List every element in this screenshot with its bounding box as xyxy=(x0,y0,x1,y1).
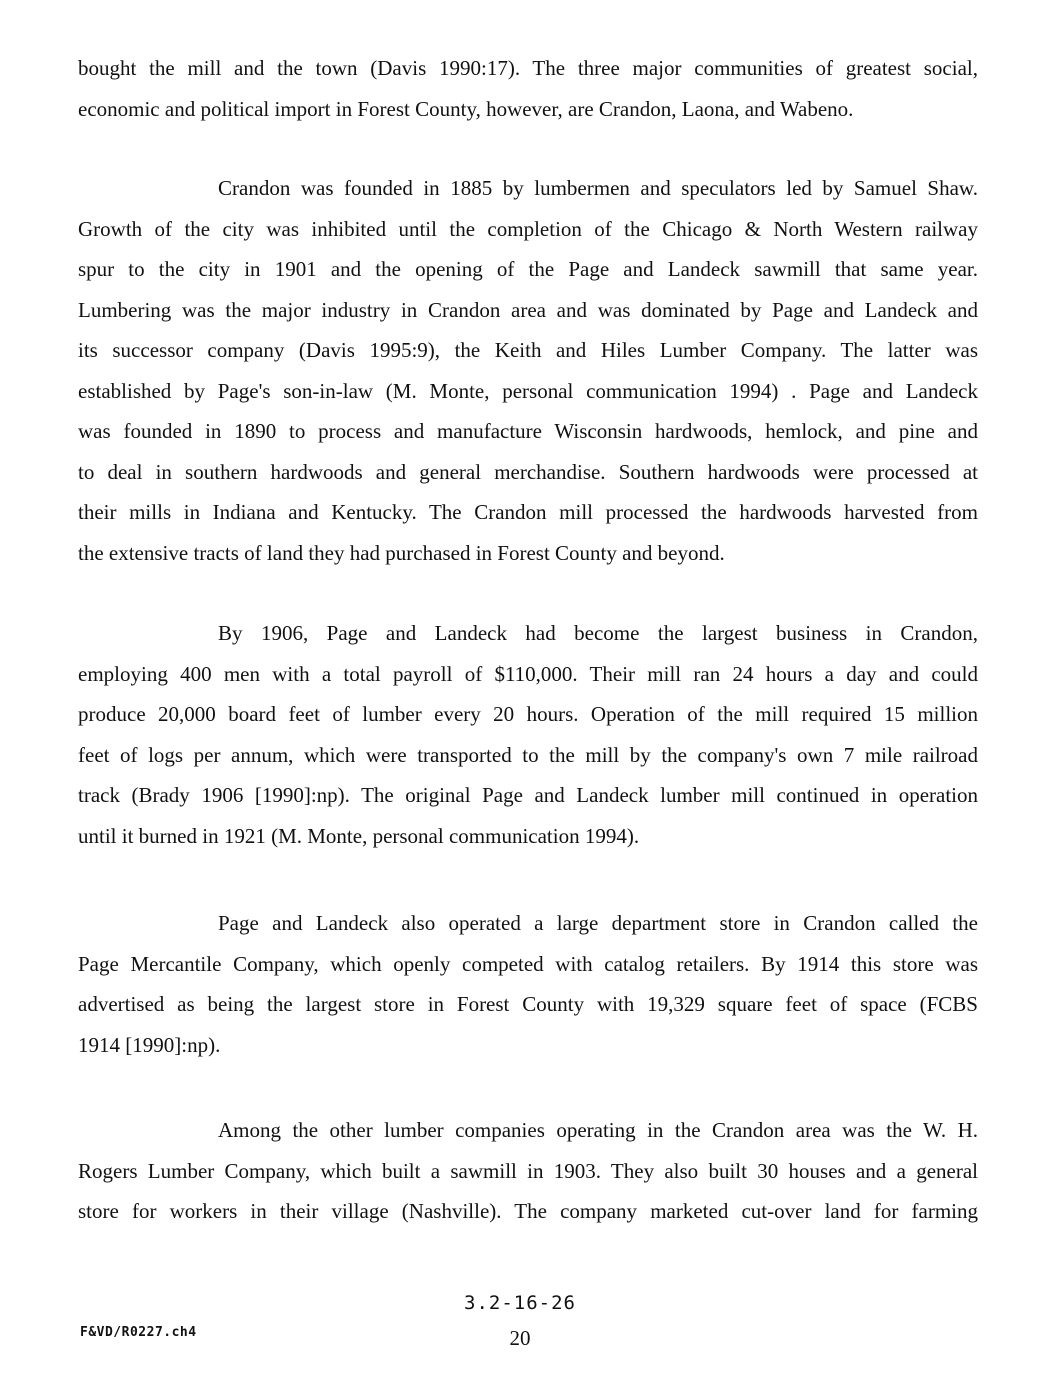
paragraph-5 xyxy=(78,1110,978,1232)
text-line: their mills in Indiana and Kentucky. The Crandon mill processed the hardwoods harvested from xyxy=(78,500,978,524)
text-line: Lumbering was the major industry in Crandon area and was dominated by Page and Landeck and xyxy=(78,297,978,322)
text-line: By 1906, Page and Landeck had become the largest business in Crandon, xyxy=(218,621,978,645)
document-code: 3.2-16-26 xyxy=(464,1292,576,1314)
text-line: Page and Landeck also operated a large department store in Crandon called the xyxy=(218,911,978,935)
file-reference: F&VD/R0227.ch4 xyxy=(80,1325,197,1340)
text-line: until it burned in 1921 (M. Monte, personal communication 1994). xyxy=(78,823,640,848)
paragraph-2 xyxy=(78,168,978,573)
text-line: Crandon was founded in 1885 by lumbermen and speculators led by Samuel Shaw. xyxy=(218,176,978,200)
paragraph-1 xyxy=(78,48,978,129)
text-line: bought the mill and the town (Davis 1990:17). The three major communities of greatest social, xyxy=(78,56,978,80)
text-line: feet of logs per annum, which were transported to the mill by the company's own 7 mile railroad xyxy=(78,742,978,767)
text-line: Rogers Lumber Company, which built a sawmill in 1903. They also built 30 houses and a general xyxy=(78,1158,978,1183)
page-number: 20 xyxy=(509,1326,531,1350)
text-line: store for workers in their village (Nashville). The company marketed cut-over land for farming xyxy=(78,1199,978,1223)
text-line: to deal in southern hardwoods and general merchandise. Southern hardwoods were processed at xyxy=(78,459,978,484)
text-line: Growth of the city was inhibited until the completion of the Chicago & North Western railway xyxy=(78,216,978,241)
text-line: spur to the city in 1901 and the opening of the Page and Landeck sawmill that same year. xyxy=(78,257,978,281)
text-line: employing 400 men with a total payroll of $110,000. Their mill ran 24 hours a day and could xyxy=(78,661,978,686)
text-line: 1914 [1990]:np). xyxy=(78,1032,221,1057)
text-line: was founded in 1890 to process and manufacture Wisconsin hardwoods, hemlock, and pine and xyxy=(78,419,978,443)
text-line: economic and political import in Forest County, however, are Crandon, Laona, and Wabeno. xyxy=(78,96,854,121)
text-line: established by Page's son-in-law (M. Monte, personal communication 1994) . Page and Landeck xyxy=(78,378,978,403)
text-line: produce 20,000 board feet of lumber every 20 hours. Operation of the mill required 15 million xyxy=(78,702,978,726)
text-line: track (Brady 1906 [1990]:np). The original Page and Landeck lumber mill continued in operation xyxy=(78,783,978,807)
text-line: its successor company (Davis 1995:9), the Keith and Hiles Lumber Company. The latter was xyxy=(78,338,978,362)
text-line: advertised as being the largest store in Forest County with 19,329 square feet of space (FCBS xyxy=(78,992,978,1016)
text-line: Among the other lumber companies operating in the Crandon area was the W. H. xyxy=(218,1118,978,1142)
paragraph-4 xyxy=(78,903,978,1065)
text-line: Page Mercantile Company, which openly competed with catalog retailers. By 1914 this store was xyxy=(78,951,978,976)
text-line: the extensive tracts of land they had purchased in Forest County and beyond. xyxy=(78,540,725,565)
paragraph-3 xyxy=(78,613,978,856)
